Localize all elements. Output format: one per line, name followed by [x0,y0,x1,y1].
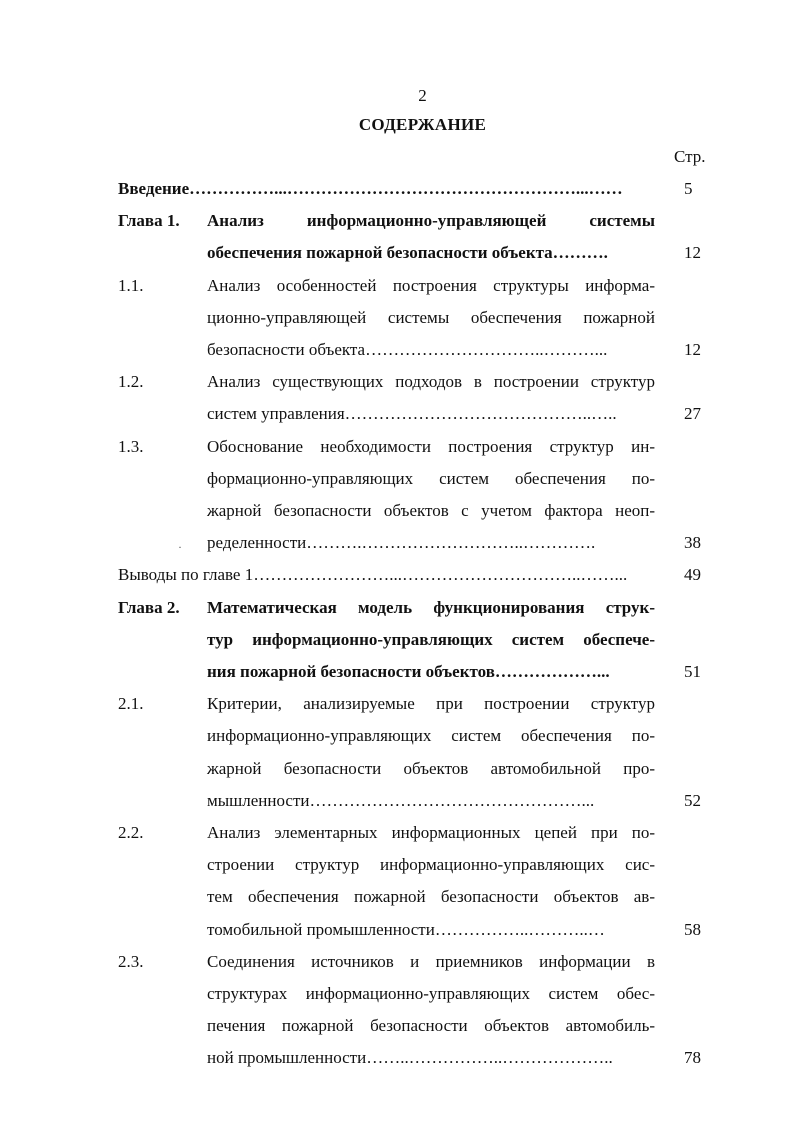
toc-entry-number: 2.1. [118,694,144,714]
toc-entry-text: информационно-управляющих систем обеспечения по- [207,726,655,746]
page-number: 2 [418,86,427,105]
toc-entry-text: Анализ существующих подходов в построении структур [207,372,655,392]
toc-entry-text: жарной безопасности объектов с учетом фактора неоп- [207,501,655,520]
toc-entry-page: 27 [684,404,701,424]
toc-entry-number: 1.3. [118,436,144,456]
toc-entry-text: формационно-управляющих систем обеспечения по- [207,468,655,488]
toc-entry-text: Соединения источников и приемников информации в [207,951,655,971]
toc-entry-text: печения пожарной безопасности объектов автомобиль- [207,1016,655,1036]
toc-entry-number: 1.2. [118,372,144,392]
toc-entry-text: Анализ информационно-управляющей системы [207,211,655,231]
toc-entry-page: 12 [684,340,701,359]
toc-entry-text: Анализ особенностей построения структуры информа- [207,275,655,295]
toc-entry-number: Глава 1. [118,211,180,231]
toc-entry-text: мышленности…………………………………………... [207,790,595,810]
toc-entry-text: Введение……………...……………………………………………...…… [118,179,623,198]
page-title: СОДЕРЖАНИЕ [358,115,487,134]
toc-entry-page: 5 [684,179,693,198]
toc-entry-text: Анализ элементарных информационных цепей при по- [207,823,655,842]
toc-entry-number: 2.3. [118,951,144,971]
toc-entry-number: 1.1. [118,275,144,295]
toc-entry-text: Обоснование необходимости построения структур ин- [207,436,655,456]
toc-entry-text: Математическая модель функционирования струк- [207,597,655,617]
toc-entry-text: тем обеспечения пожарной безопасности объектов ав- [207,887,655,907]
toc-entry-text: обеспечения пожарной безопасности объекта………. [207,243,608,263]
toc-entry-page: 52 [684,790,701,810]
toc-entry-text: ной промышленности……..……………..……………….. [207,1048,613,1068]
toc-entry-page: 58 [684,919,701,939]
toc-entry-number: 2.2. [118,823,144,842]
toc-entry-text: ния пожарной безопасности объектов………………... [207,662,610,681]
toc-entry-text: структурах информационно-управляющих систем обес- [207,984,655,1003]
toc-entry-text: ределенности……….………………………..…………. [207,533,596,553]
toc-entry-text: ционно-управляющей системы обеспечения пожарной [207,307,655,327]
toc-entry-text: Критерии, анализируемые при построении структур [207,694,655,714]
stray-mark: · [178,540,182,554]
page-column-label: Стр. [674,147,706,166]
toc-entry-page: 78 [684,1048,701,1068]
toc-entry-page: 12 [684,243,701,263]
toc-entry-text: томобильной промышленности……………..………..… [207,919,605,939]
toc-entry-text: строении структур информационно-управляющих сис- [207,855,655,875]
toc-entry-page: 38 [684,533,701,553]
toc-entry-text: безопасности объекта…………………………..………... [207,340,608,359]
toc-entry-text: тур информационно-управляющих систем обеспече- [207,629,655,649]
toc-entry-page: 49 [684,565,701,585]
toc-entry-text: жарной безопасности объектов автомобильной про- [207,758,655,778]
toc-entry-text: Выводы по главе 1……………………...…………………………..……... [118,565,628,585]
toc-entry-page: 51 [684,662,701,681]
toc-entry-text: систем управления……………………………………..….. [207,404,617,424]
toc-entry-number: Глава 2. [118,597,180,617]
